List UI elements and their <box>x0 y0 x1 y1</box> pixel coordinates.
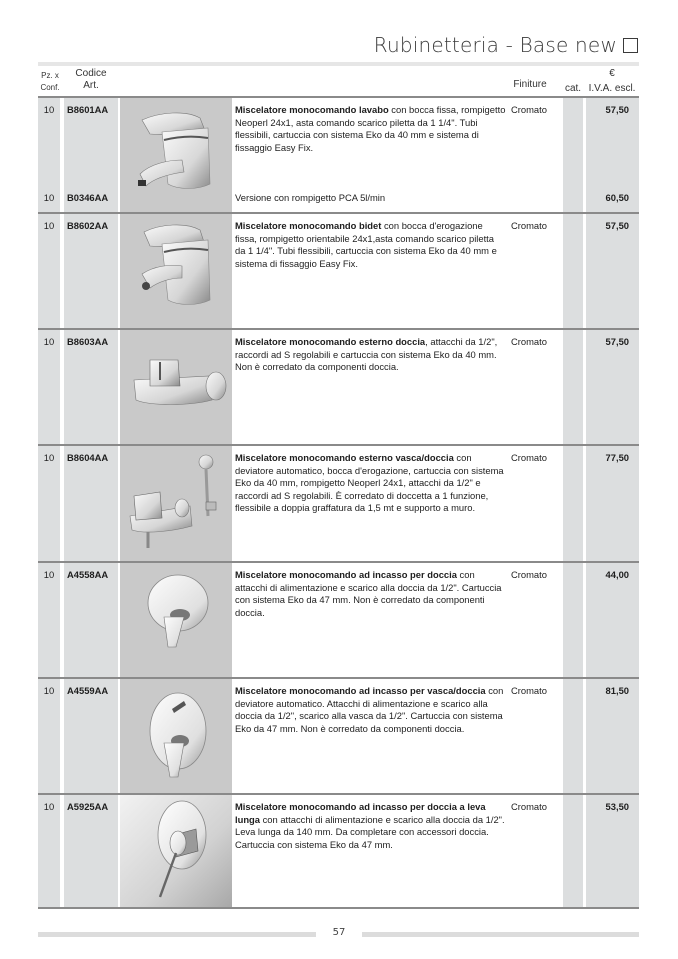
page-title <box>374 33 638 57</box>
product-title: Miscelatore monocomando ad incasso per vasca/doccia <box>235 685 486 696</box>
quantity: 10 <box>43 336 55 347</box>
product-description <box>235 220 507 270</box>
product-row <box>38 328 639 444</box>
product-code: B8604AA <box>67 452 109 463</box>
product-image <box>120 330 232 444</box>
cat-cell <box>563 446 583 561</box>
cat-cell <box>563 679 583 793</box>
square-icon <box>623 38 638 53</box>
product-row <box>38 561 639 677</box>
product-row <box>38 96 639 212</box>
header-currency: € <box>609 68 615 79</box>
footer-bar-right <box>362 932 639 937</box>
price: 81,50 <box>605 685 629 696</box>
quantity: 10 <box>43 685 55 696</box>
product-code: B8602AA <box>67 220 109 231</box>
product-description <box>235 452 507 515</box>
product-description <box>235 569 507 619</box>
product-image <box>120 679 232 793</box>
finish: Cromato <box>511 452 547 463</box>
variant-code: B0346AA <box>67 192 109 203</box>
product-description <box>235 104 507 154</box>
product-details: , attacchi da 1/2", raccordi ad S regolabili e cartuccia con sistema Eko da 40 mm. Non è corredato da componenti doccia. <box>235 336 498 373</box>
finish: Cromato <box>511 220 547 231</box>
quantity: 10 <box>43 569 55 580</box>
quantity: 10 <box>43 220 55 231</box>
product-description <box>235 336 507 374</box>
product-details: con attacchi di alimentazione e scarico alla doccia da 1/2". Cartuccia con sistema Eko da 47 mm. Non è corredato da componenti doccia. <box>235 569 502 618</box>
product-title: Miscelatore monocomando ad incasso per doccia <box>235 569 457 580</box>
price: 57,50 <box>605 104 629 115</box>
product-title: Miscelatore monocomando bidet <box>235 220 382 231</box>
header-qty-line2: Conf. <box>40 83 60 92</box>
product-details: con attacchi di alimentazione e scarico alla doccia da 1/2". Leva lunga da 140 mm. Da completare con accessori doccia. Cartuccia con sistema Eko da 47 mm. <box>235 813 505 850</box>
cat-cell <box>563 98 583 212</box>
product-title: Miscelatore monocomando esterno doccia <box>235 336 426 347</box>
bidet-mixer-icon <box>120 214 232 328</box>
product-image <box>120 98 232 212</box>
variant-description: Versione con rompigetto PCA 5l/min <box>235 192 386 203</box>
quantity: 10 <box>43 452 55 463</box>
header-code-line1: Codice <box>75 68 107 79</box>
product-description <box>235 801 507 851</box>
product-table <box>38 96 639 909</box>
cat-cell <box>563 214 583 328</box>
header-qty <box>38 70 62 94</box>
product-row <box>38 212 639 328</box>
product-row <box>38 444 639 561</box>
quantity: 10 <box>43 801 55 812</box>
product-details: con deviatore automatico, bocca d'erogazione, cartuccia con sistema Eko da 40 mm, rompigetto Neoperl 24x1, attacchi da 1/2" e raccordi ad S regolabili. È corredato di doccetta a 1 funzione, flessibile a doppia graffatura da 1,5 mt e supporto a muro. <box>235 452 504 514</box>
header-code <box>64 68 118 92</box>
product-code: A4558AA <box>67 569 109 580</box>
product-code: B8603AA <box>67 336 109 347</box>
long-lever-concealed-mixer-icon <box>120 795 232 907</box>
header-price-label: I.V.A. escl. <box>588 83 636 94</box>
product-title: Miscelatore monocomando lavabo <box>235 104 389 115</box>
concealed-bath-shower-mixer-icon <box>120 679 232 793</box>
footer-bar-left <box>38 932 316 937</box>
product-row <box>38 793 639 909</box>
product-code: B8601AA <box>67 104 109 115</box>
finish: Cromato <box>511 685 547 696</box>
concealed-shower-mixer-icon <box>120 563 232 677</box>
header-price <box>584 68 640 95</box>
price: 57,50 <box>605 336 629 347</box>
price: 53,50 <box>605 801 629 812</box>
cat-cell <box>563 563 583 677</box>
page-title-text: Rubinetteria - Base new <box>373 33 617 57</box>
header-code-line2: Art. <box>83 80 99 91</box>
finish: Cromato <box>511 569 547 580</box>
page-number: 57 <box>332 927 346 938</box>
product-image <box>120 214 232 328</box>
product-row <box>38 677 639 793</box>
basin-mixer-icon <box>120 98 232 212</box>
price: 77,50 <box>605 452 629 463</box>
shower-mixer-icon <box>120 330 232 444</box>
product-description <box>235 685 507 735</box>
finish: Cromato <box>511 104 547 115</box>
product-details: con bocca d'erogazione fissa, rompigetto orientabile 24x1,asta comando scarico piletta da 1 1/4". Tubi flessibili, cartuccia con sistema Eko da 40 mm e sistema di fissaggio Easy Fix. <box>235 220 497 269</box>
product-title: Miscelatore monocomando esterno vasca/doccia <box>235 452 454 463</box>
product-image <box>120 795 232 907</box>
header-qty-line1: Pz. x <box>41 71 59 80</box>
cat-cell <box>563 795 583 907</box>
cat-cell <box>563 330 583 444</box>
bath-shower-mixer-icon <box>120 446 232 561</box>
product-details: con deviatore automatico. Attacchi di alimentazione e scarico alla doccia da 1/2", scarico alla vasca da 1/2". Cartuccia con sistema Eko da 47 mm. Non è corredato da componenti doccia. <box>235 685 504 734</box>
variant-quantity: 10 <box>43 192 55 203</box>
product-code: A5925AA <box>67 801 109 812</box>
title-divider <box>38 62 639 66</box>
finish: Cromato <box>511 336 547 347</box>
finish: Cromato <box>511 801 547 812</box>
price: 57,50 <box>605 220 629 231</box>
product-details: con bocca fissa, rompigetto Neoperl 24x1, asta comando scarico piletta da 1 1/4". Tubi flessibili, cartuccia con sistema Eko da 40 mm e sistema di fissaggio Easy Fix. <box>235 104 506 153</box>
product-title: Miscelatore monocomando ad incasso per doccia a leva lunga <box>235 801 486 825</box>
variant-price: 60,50 <box>605 192 629 203</box>
product-image <box>120 446 232 561</box>
price: 44,00 <box>605 569 629 580</box>
product-code: A4559AA <box>67 685 109 696</box>
quantity: 10 <box>43 104 55 115</box>
header-cat: cat. <box>564 83 582 94</box>
product-image <box>120 563 232 677</box>
header-finish: Finiture <box>513 79 547 90</box>
